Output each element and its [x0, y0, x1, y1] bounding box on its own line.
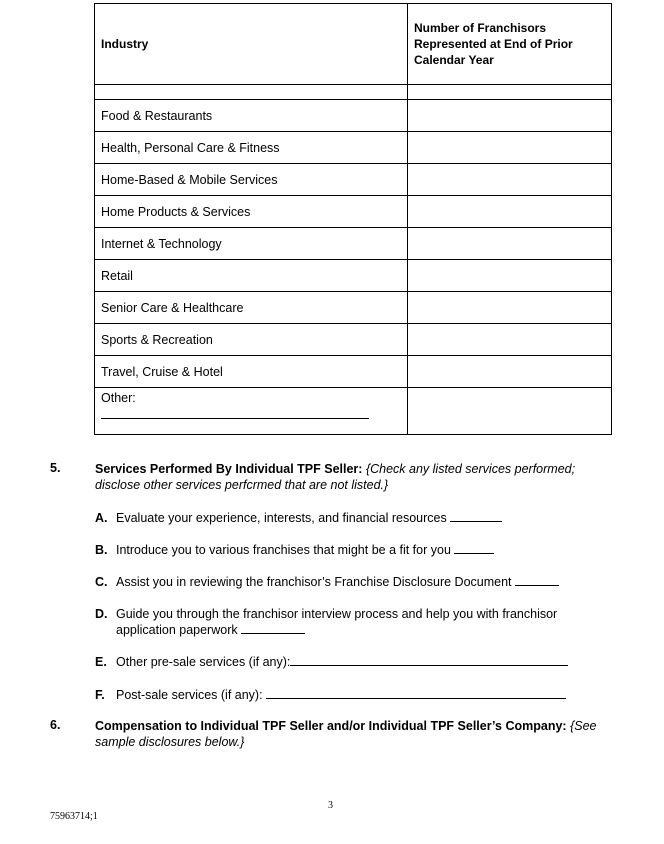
service-item-b	[95, 542, 615, 558]
document-id: 75963714;1	[50, 811, 98, 822]
count-cell[interactable]	[408, 324, 612, 356]
table-row	[95, 196, 612, 228]
table-row	[95, 260, 612, 292]
section-6-note: {See sample disclosures below.}	[95, 719, 597, 749]
other-label: Other:	[101, 391, 136, 405]
service-item-a	[95, 510, 615, 526]
table-row-other	[95, 388, 612, 435]
section-6-number: 6.	[50, 718, 61, 732]
industry-cell: Sports & Recreation	[95, 324, 408, 356]
header-franchisor-count: Number of Franchisors Represented at End of Prior Calendar Year	[408, 4, 612, 85]
item-letter: D.	[95, 607, 108, 621]
section-5-note: {Check any listed services performed; disclose other services perfcrmed that are not listed.}	[95, 462, 576, 492]
item-d-blank[interactable]	[241, 633, 305, 634]
service-item-c	[95, 574, 615, 590]
header-industry: Industry	[95, 4, 408, 85]
count-cell[interactable]	[408, 388, 612, 435]
table-spacer-row	[95, 85, 612, 100]
table-row	[95, 228, 612, 260]
item-text: Introduce you to various franchises that might be a fit for you	[116, 543, 451, 557]
table-row	[95, 292, 612, 324]
item-text: Guide you through the franchisor interview process and help you with franchisor application paperwork	[116, 607, 558, 637]
industry-cell: Home-Based & Mobile Services	[95, 164, 408, 196]
item-c-blank[interactable]	[515, 585, 559, 586]
section-6-title: Compensation to Individual TPF Seller and/or Individual TPF Seller’s Company:	[95, 719, 567, 733]
item-a-blank[interactable]	[450, 521, 502, 522]
count-cell[interactable]	[408, 132, 612, 164]
industry-cell: Retail	[95, 260, 408, 292]
table-row	[95, 356, 612, 388]
section-5-title: Services Performed By Individual TPF Seller:	[95, 462, 363, 476]
table-header-row	[95, 4, 612, 85]
item-b-blank[interactable]	[454, 553, 494, 554]
item-text: Evaluate your experience, interests, and financial resources	[116, 511, 447, 525]
item-e-blank[interactable]	[290, 665, 568, 666]
industry-cell: Food & Restaurants	[95, 100, 408, 132]
count-cell[interactable]	[408, 196, 612, 228]
industry-cell: Internet & Technology	[95, 228, 408, 260]
item-text: Assist you in reviewing the franchisor’s Franchise Disclosure Document	[116, 575, 512, 589]
item-letter: F.	[95, 688, 105, 702]
count-cell[interactable]	[408, 260, 612, 292]
industry-cell-other	[95, 388, 408, 435]
item-letter: C.	[95, 575, 108, 589]
count-cell[interactable]	[408, 356, 612, 388]
service-item-f	[95, 687, 615, 703]
count-cell[interactable]	[408, 164, 612, 196]
industry-cell: Health, Personal Care & Fitness	[95, 132, 408, 164]
item-letter: E.	[95, 655, 107, 669]
section-5-heading	[95, 461, 615, 493]
industry-cell: Home Products & Services	[95, 196, 408, 228]
industry-table	[94, 3, 612, 435]
service-item-d	[95, 606, 615, 638]
table-row	[95, 324, 612, 356]
service-item-e	[95, 654, 615, 670]
count-cell[interactable]	[408, 292, 612, 324]
table-row	[95, 100, 612, 132]
count-cell[interactable]	[408, 228, 612, 260]
section-6-heading	[95, 718, 615, 750]
item-letter: B.	[95, 543, 108, 557]
item-text: Other pre-sale services (if any):	[116, 655, 291, 669]
industry-cell: Travel, Cruise & Hotel	[95, 356, 408, 388]
other-blank-line[interactable]	[101, 418, 369, 419]
count-cell[interactable]	[408, 100, 612, 132]
item-f-blank[interactable]	[266, 698, 566, 699]
section-5-number: 5.	[50, 461, 61, 475]
table-row	[95, 164, 612, 196]
item-text: Post-sale services (if any):	[116, 688, 263, 702]
item-letter: A.	[95, 511, 108, 525]
page-number: 3	[328, 800, 333, 811]
table-row	[95, 132, 612, 164]
industry-cell: Senior Care & Healthcare	[95, 292, 408, 324]
